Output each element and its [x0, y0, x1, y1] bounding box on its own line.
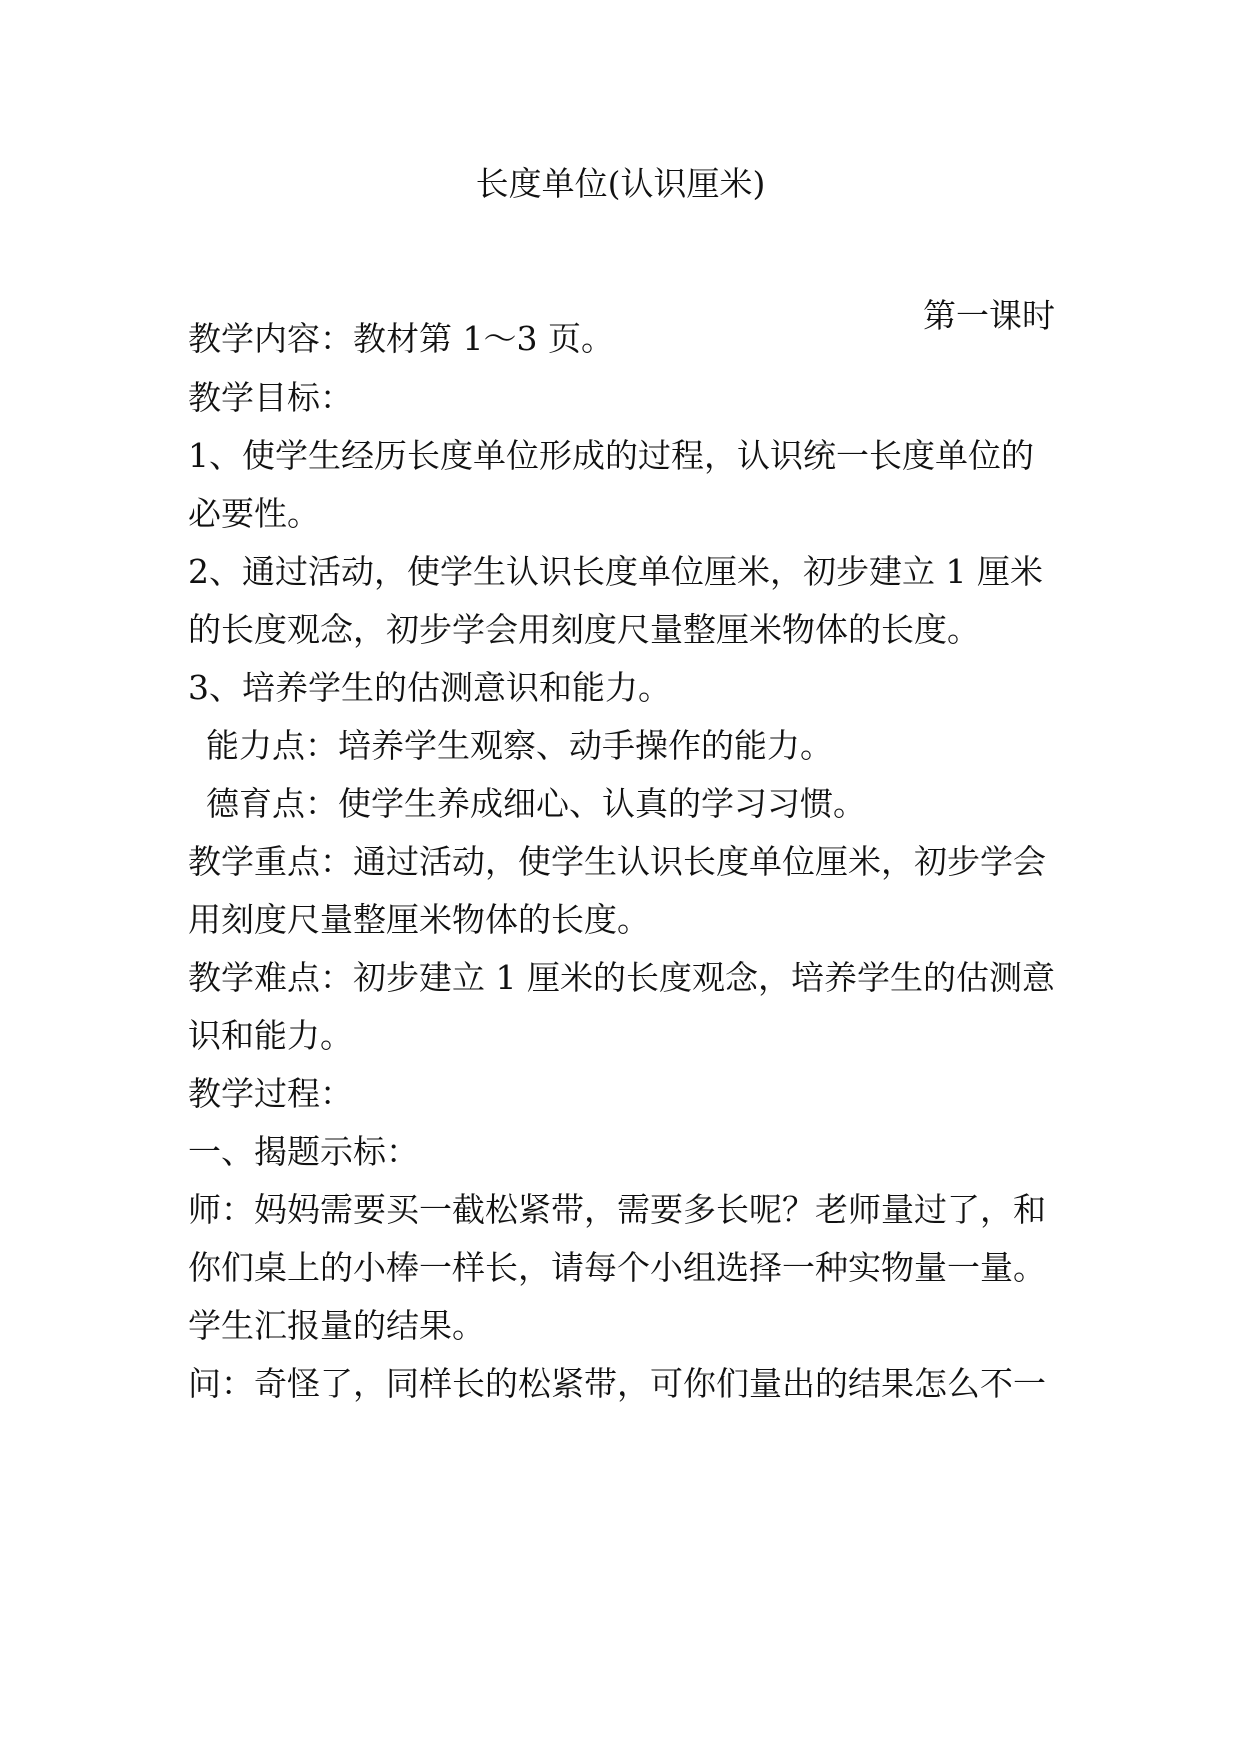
- paragraph-line: 学生汇报量的结果。: [188, 1306, 485, 1345]
- paragraph-line: 教学过程：: [188, 1074, 353, 1113]
- paragraph-line: 教学难点：初步建立 1 厘米的长度观念，培养学生的估测意: [188, 958, 1055, 997]
- paragraph-line: 1、使学生经历长度单位形成的过程，认识统一长度单位的: [188, 436, 1034, 475]
- document-title: 长度单位(认识厘米): [475, 164, 766, 203]
- paragraph-line: 教学重点：通过活动，使学生认识长度单位厘米，初步学会: [188, 842, 1046, 881]
- lesson-label: 第一课时: [923, 296, 1055, 335]
- paragraph-line: 用刻度尺量整厘米物体的长度。: [188, 900, 650, 939]
- paragraph-line: 问：奇怪了，同样长的松紧带，可你们量出的结果怎么不一: [188, 1364, 1046, 1403]
- paragraph-line: 你们桌上的小棒一样长，请每个小组选择一种实物量一量。: [188, 1248, 1046, 1287]
- paragraph-line: 教学内容：教材第 1～3 页。: [188, 319, 614, 358]
- paragraph-line: 师：妈妈需要买一截松紧带，需要多长呢？老师量过了，和: [188, 1190, 1046, 1229]
- paragraph-line: 识和能力。: [188, 1016, 353, 1055]
- paragraph-line: 2、通过活动，使学生认识长度单位厘米，初步建立 1 厘米: [188, 552, 1043, 591]
- paragraph-line: 必要性。: [188, 494, 320, 533]
- paragraph-line: 3、培养学生的估测意识和能力。: [188, 668, 671, 707]
- paragraph-line: 的长度观念，初步学会用刻度尺量整厘米物体的长度。: [188, 610, 980, 649]
- paragraph-line: 能力点：培养学生观察、动手操作的能力。: [206, 726, 833, 765]
- paragraph-line: 教学目标：: [188, 378, 353, 417]
- paragraph-line: 一、揭题示标：: [188, 1132, 419, 1171]
- paragraph-line: 德育点：使学生养成细心、认真的学习习惯。: [206, 784, 866, 823]
